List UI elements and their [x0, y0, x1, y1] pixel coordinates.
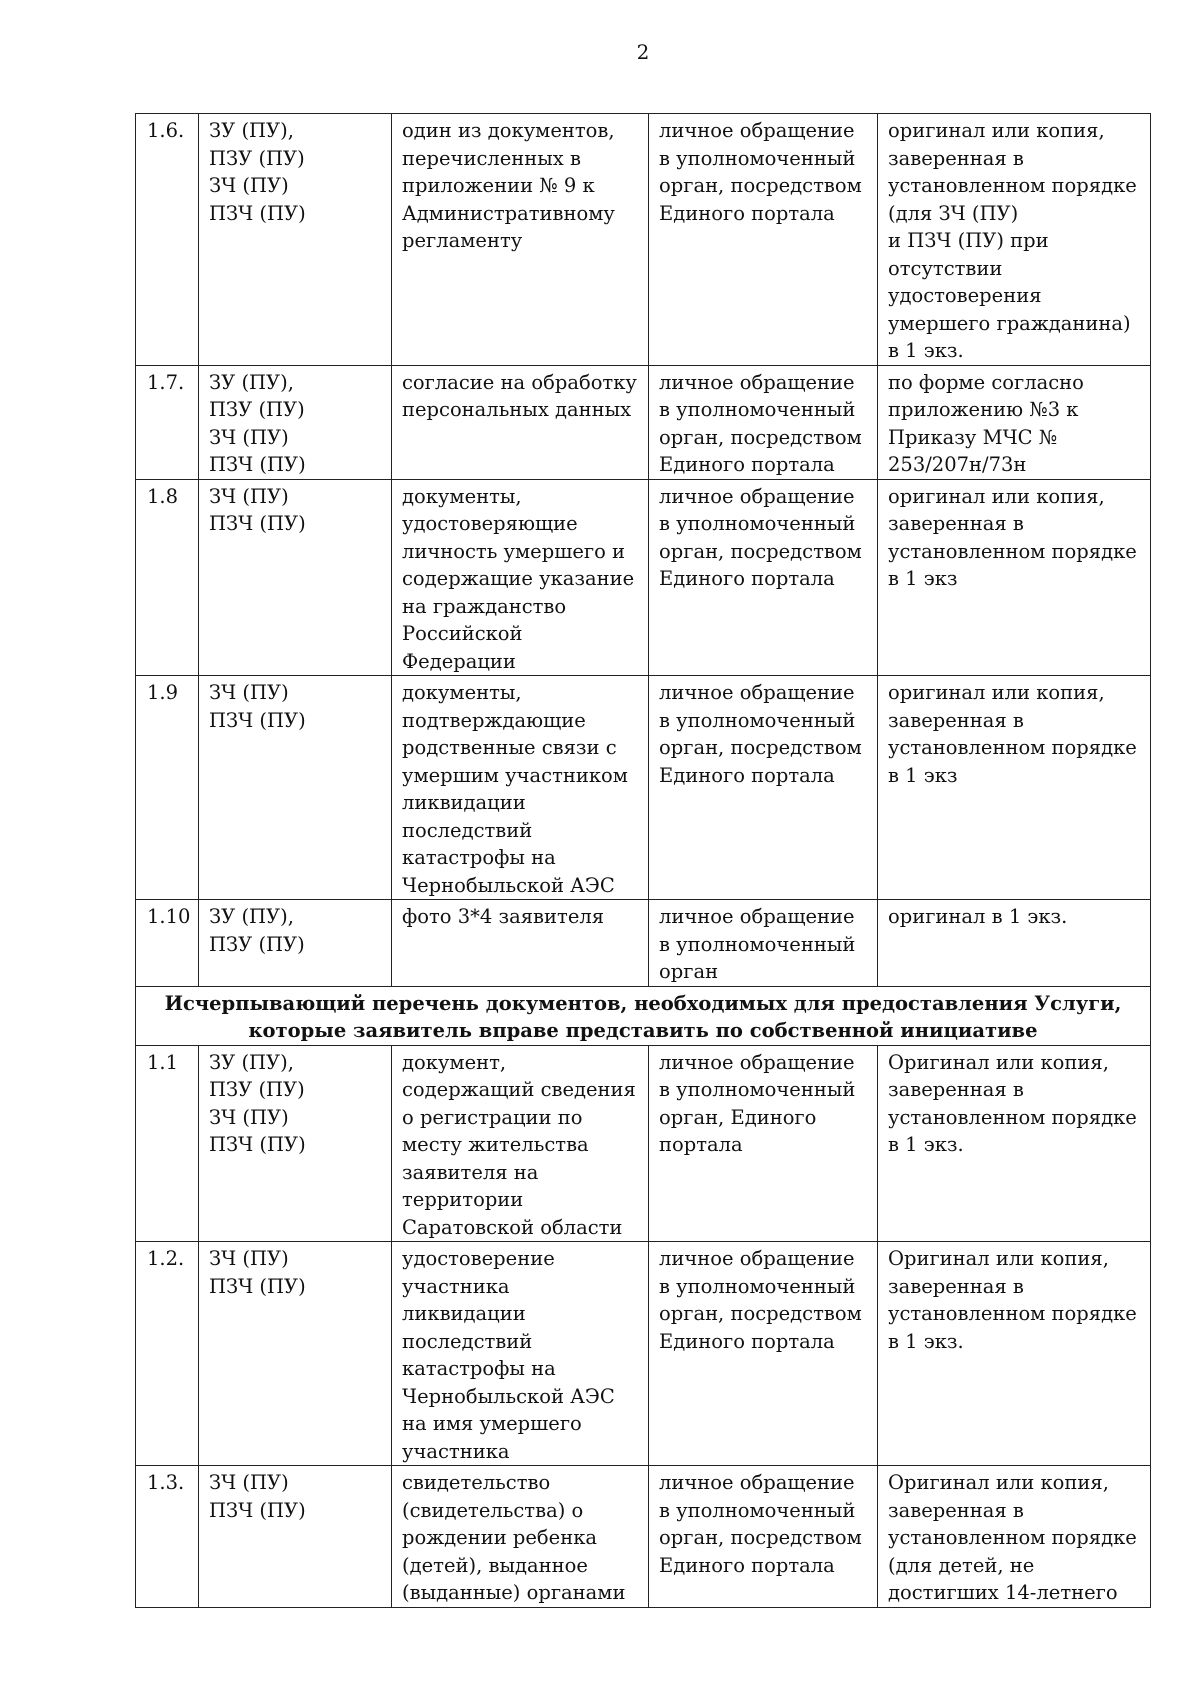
documents-table — [135, 113, 1151, 1608]
section-header-line: которые заявитель вправе представить по собственной инициативе — [248, 1019, 1038, 1042]
document-description: согласие на обработку персональных данных — [392, 365, 649, 479]
applicant-categories: ЗЧ (ПУ) ПЗЧ (ПУ) — [199, 676, 392, 900]
section-header-row — [136, 986, 1151, 1045]
row-number: 1.2. — [136, 1242, 199, 1466]
document-requirements: оригинал или копия, заверенная в установленном порядке (для ЗЧ (ПУ) и ПЗЧ (ПУ) при отсутствии удостоверения умершего гражданина) в 1 экз. — [878, 114, 1151, 366]
table-row — [136, 1242, 1151, 1466]
row-number: 1.8 — [136, 479, 199, 676]
page-number: 2 — [636, 40, 650, 64]
document-description: удостоверение участника ликвидации последствий катастрофы на Чернобыльской АЭС на имя умершего участника — [392, 1242, 649, 1466]
submission-method: личное обращение в уполномоченный орган, посредством Единого портала — [649, 676, 878, 900]
document-requirements: оригинал в 1 экз. — [878, 900, 1151, 987]
submission-method: личное обращение в уполномоченный орган, Единого портала — [649, 1045, 878, 1242]
document-description: один из документов, перечисленных в приложении № 9 к Административному регламенту — [392, 114, 649, 366]
applicant-categories: ЗЧ (ПУ) ПЗЧ (ПУ) — [199, 479, 392, 676]
applicant-categories: ЗЧ (ПУ) ПЗЧ (ПУ) — [199, 1242, 392, 1466]
document-requirements: оригинал или копия, заверенная в установленном порядке в 1 экз — [878, 479, 1151, 676]
document-requirements: оригинал или копия, заверенная в установленном порядке в 1 экз — [878, 676, 1151, 900]
table-row — [136, 365, 1151, 479]
document-description: фото 3*4 заявителя — [392, 900, 649, 987]
table-row — [136, 900, 1151, 987]
document-description: документ, содержащий сведения о регистрации по месту жительства заявителя на территории Саратовской области — [392, 1045, 649, 1242]
submission-method: личное обращение в уполномоченный орган, посредством Единого портала — [649, 1466, 878, 1608]
table-row — [136, 1045, 1151, 1242]
table-row — [136, 1466, 1151, 1608]
table-row — [136, 479, 1151, 676]
applicant-categories: ЗУ (ПУ), ПЗУ (ПУ) ЗЧ (ПУ) ПЗЧ (ПУ) — [199, 365, 392, 479]
document-requirements: по форме согласно приложению №3 к Приказу МЧС № 253/207н/73н — [878, 365, 1151, 479]
submission-method: личное обращение в уполномоченный орган — [649, 900, 878, 987]
applicant-categories: ЗУ (ПУ), ПЗУ (ПУ) — [199, 900, 392, 987]
applicant-categories: ЗУ (ПУ), ПЗУ (ПУ) ЗЧ (ПУ) ПЗЧ (ПУ) — [199, 114, 392, 366]
row-number: 1.9 — [136, 676, 199, 900]
row-number: 1.10 — [136, 900, 199, 987]
document-requirements: Оригинал или копия, заверенная в установленном порядке (для детей, не достигших 14-летнего — [878, 1466, 1151, 1608]
table-row — [136, 114, 1151, 366]
document-description: свидетельство (свидетельства) о рождении ребенка (детей), выданное (выданные) органами — [392, 1466, 649, 1608]
document-description: документы, удостоверяющие личность умершего и содержащие указание на гражданство Российской Федерации — [392, 479, 649, 676]
row-number: 1.1 — [136, 1045, 199, 1242]
section-header-line: Исчерпывающий перечень документов, необходимых для предоставления Услуги, — [164, 991, 1122, 1015]
applicant-categories: ЗУ (ПУ), ПЗУ (ПУ) ЗЧ (ПУ) ПЗЧ (ПУ) — [199, 1045, 392, 1242]
document-requirements: Оригинал или копия, заверенная в установленном порядке в 1 экз. — [878, 1045, 1151, 1242]
table-row — [136, 676, 1151, 900]
row-number: 1.3. — [136, 1466, 199, 1608]
submission-method: личное обращение в уполномоченный орган, посредством Единого портала — [649, 114, 878, 366]
document-requirements: Оригинал или копия, заверенная в установленном порядке в 1 экз. — [878, 1242, 1151, 1466]
document-description: документы, подтверждающие родственные связи с умершим участником ликвидации последствий катастрофы на Чернобыльской АЭС — [392, 676, 649, 900]
section-header — [136, 986, 1151, 1045]
row-number: 1.6. — [136, 114, 199, 366]
submission-method: личное обращение в уполномоченный орган, посредством Единого портала — [649, 365, 878, 479]
row-number: 1.7. — [136, 365, 199, 479]
submission-method: личное обращение в уполномоченный орган, посредством Единого портала — [649, 479, 878, 676]
applicant-categories: ЗЧ (ПУ) ПЗЧ (ПУ) — [199, 1466, 392, 1608]
submission-method: личное обращение в уполномоченный орган, посредством Единого портала — [649, 1242, 878, 1466]
